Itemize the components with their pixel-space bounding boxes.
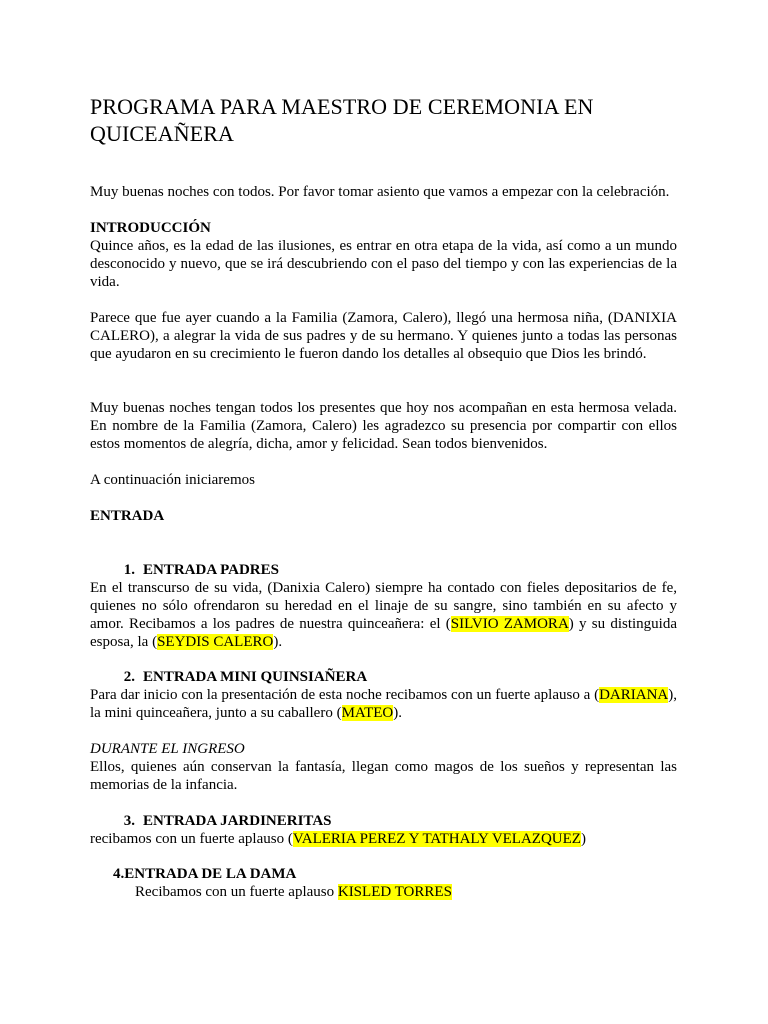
section-3-text-a: recibamos con un fuerte aplauso (	[90, 831, 293, 847]
section-3-title: ENTRADA JARDINERITAS	[143, 813, 332, 829]
intro-heading: INTRODUCCIÓN	[90, 220, 211, 236]
highlight-mateo: MATEO	[341, 705, 394, 721]
section-1-number: 1.	[123, 562, 135, 578]
continuation-paragraph: A continuación iniciaremos	[90, 472, 255, 488]
section-4-text	[90, 883, 677, 901]
highlight-dariana: DARIANA	[599, 687, 669, 703]
highlight-valeria-tathaly: VALERIA PEREZ Y TATHALY VELAZQUEZ	[292, 831, 581, 847]
section-2-text-c: ).	[393, 705, 402, 721]
section-1-text	[90, 579, 677, 651]
section-1-text-c: ).	[273, 634, 283, 650]
intro-paragraph-2: Parece que fue ayer cuando a la Familia (Zamora, Calero), llegó una hermosa niña, (DANIXIA CALERO), a alegrar la vida de sus padres y de su hermano. Y quienes junto a todas las personas que ayudaron en su crecimiento le fueron dando los detalles al obsequio que Dios les brindó.	[90, 310, 677, 362]
section-3-number: 3.	[123, 813, 135, 829]
section-2-text-a: Para dar inicio con la presentación de esta noche recibamos con un fuerte aplauso a (	[90, 687, 600, 703]
section-1-text-b: ) y su distinguida esposa, la (	[90, 616, 677, 650]
section-1-heading	[90, 561, 677, 579]
section-3-text-b: )	[580, 831, 586, 847]
section-2-text-b: ), la mini quinceañera, junto a su caballero (	[90, 687, 677, 721]
document-title: PROGRAMA PARA MAESTRO DE CEREMONIA EN QUICEAÑERA	[90, 94, 594, 146]
highlight-seydis-calero: SEYDIS CALERO	[157, 634, 274, 650]
section-2-text	[90, 686, 677, 722]
section-1-text-a: En el transcurso de su vida, (Danixia Calero) siempre ha contado con fieles depositarios de fe, quienes no sólo ofrendaron su heredad en el linaje de su sangre, sino también en su afecto y amor. Recibamos a los padres de nuestra quinceañera: el (	[90, 580, 677, 632]
section-2-title: ENTRADA MINI QUINSIAÑERA	[143, 669, 368, 685]
section-3-text	[90, 830, 677, 848]
highlight-kisled-torres: KISLED TORRES	[337, 884, 452, 900]
welcome-paragraph: Muy buenas noches tengan todos los presentes que hoy nos acompañan en esta hermosa velada. En nombre de la Familia (Zamora, Calero) les agradezco su presencia por compartir con ellos estos momentos de alegría, dicha, amor y felicidad. Sean todos bienvenidos.	[90, 400, 677, 452]
durante-ingreso-heading: DURANTE EL INGRESO	[90, 741, 245, 757]
highlight-silvio-zamora: SILVIO ZAMORA	[450, 616, 569, 632]
document-page	[90, 93, 677, 901]
entrada-heading: ENTRADA	[90, 508, 165, 524]
section-1-title: ENTRADA PADRES	[143, 562, 279, 578]
section-4-text-a: Recibamos con un fuerte aplauso	[135, 884, 338, 900]
intro-paragraph-1: Quince años, es la edad de las ilusiones, es entrar en otra etapa de la vida, así como a un mundo desconocido y nuevo, que se irá descubriendo con el paso del tiempo y con las experiencias de la vida.	[90, 238, 677, 290]
greeting-paragraph: Muy buenas noches con todos. Por favor tomar asiento que vamos a empezar con la celebración.	[90, 184, 670, 200]
section-2-heading	[90, 668, 677, 686]
section-3-heading	[90, 812, 677, 830]
section-4-heading: 4.ENTRADA DE LA DAMA	[113, 866, 297, 882]
durante-ingreso-text: Ellos, quienes aún conservan la fantasía, llegan como magos de los sueños y representan las memorias de la infancia.	[90, 759, 677, 793]
section-2-number: 2.	[123, 669, 135, 685]
